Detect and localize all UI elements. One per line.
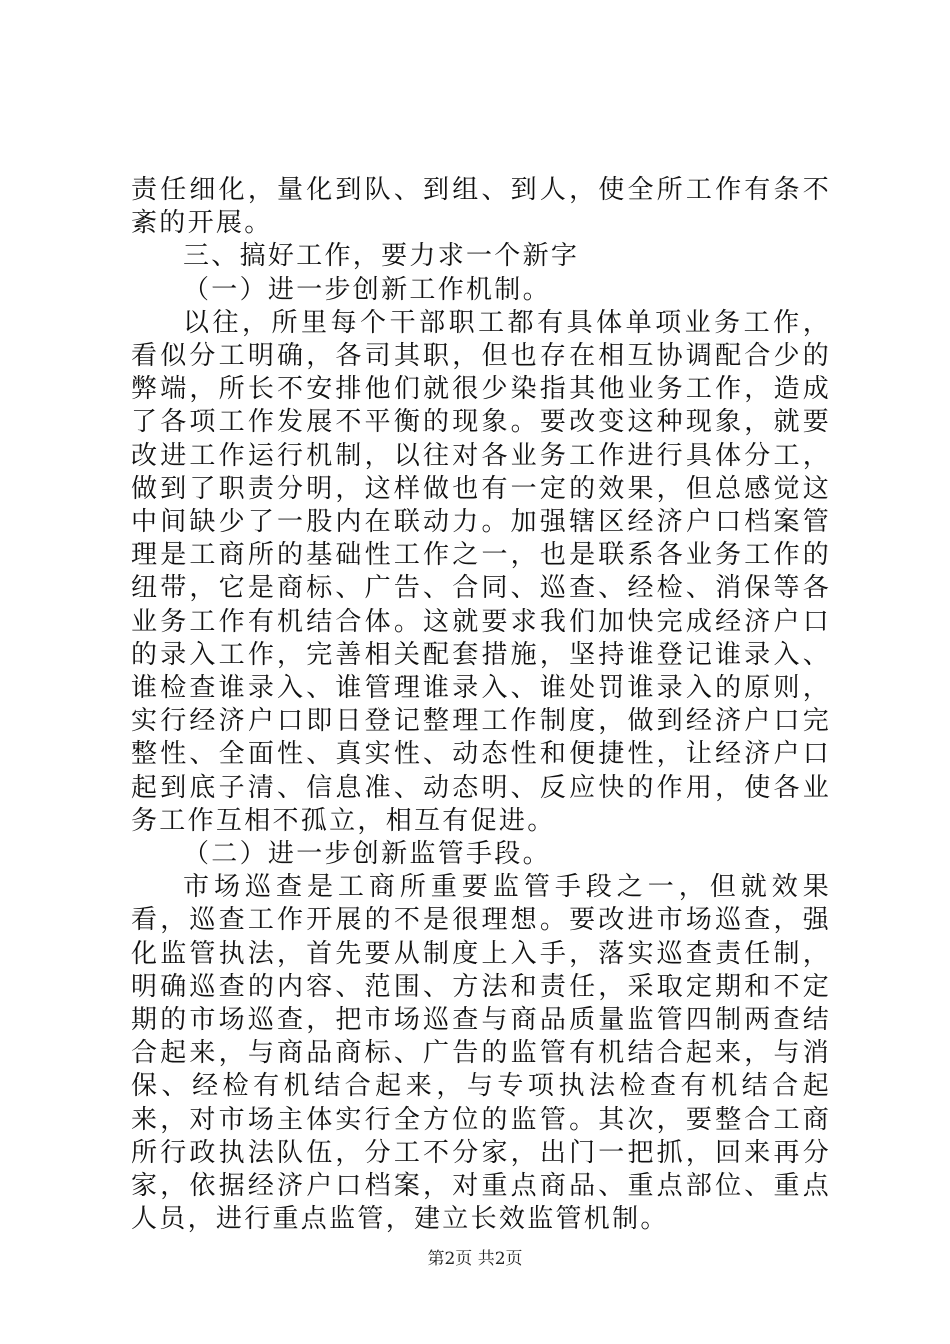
document-body (131, 174, 831, 1237)
section-heading-three: 三、搞好工作，要力求一个新字 (183, 241, 580, 272)
paragraph-mechanism: 以往，所里每个干部职工都有具体单项业务工作，看似分工明确，各司其职，但也存在相互协调配合少的弊端，所长不安排他们就很少染指其他业务工作，造成了各项工作发展不平衡的现象。要改变这种现象，就要改进工作运行机制，以往对各业务工作进行具体分工，做到了职责分明，这样做也有一定的效果，但总感觉这中间缺少了一股内在联动力。加强辖区经济户口档案管理是工商所的基础性工作之一，也是联系各业务工作的纽带，它是商标、广告、合同、巡查、经检、消保等各业务工作有机结合体。这就要求我们加快完成经济户口的录入工作，完善相关配套措施，坚持谁登记谁录入、谁检查谁录入、谁管理谁录入、谁处罚谁录入的原则，实行经济户口即日登记整理工作制度，做到经济户口完整性、全面性、真实性、动态性和便捷性，让经济户口起到底子清、信息准、动态明、反应快的作用，使各业务工作互相不孤立，相互有促进。 (131, 307, 831, 836)
paragraph-supervision: 市场巡查是工商所重要监管手段之一，但就效果看，巡查工作开展的不是很理想。要改进市场巡查，强化监管执法，首先要从制度上入手，落实巡查责任制，明确巡查的内容、范围、方法和责任，采取定期和不定期的市场巡查，把市场巡查与商品质量监管四制两查结合起来，与商品商标、广告的监管有机结合起来，与消保、经检有机结合起来，与专项执法检查有机结合起来，对市场主体实行全方位的监管。其次，要整合工商所行政执法队伍，分工不分家，出门一把抓，回来再分家，依据经济户口档案，对重点商品、重点部位、重点人员，进行重点监管，建立长效监管机制。 (131, 872, 831, 1235)
paragraph-continuation: 责任细化，量化到队、到组、到人，使全所工作有条不紊的开展。 (131, 175, 831, 239)
page-number-footer: 第2页 共2页 (427, 1249, 523, 1269)
subheading-one: （一）进一步创新工作机制。 (183, 274, 551, 305)
subheading-two: （二）进一步创新监管手段。 (183, 839, 551, 870)
